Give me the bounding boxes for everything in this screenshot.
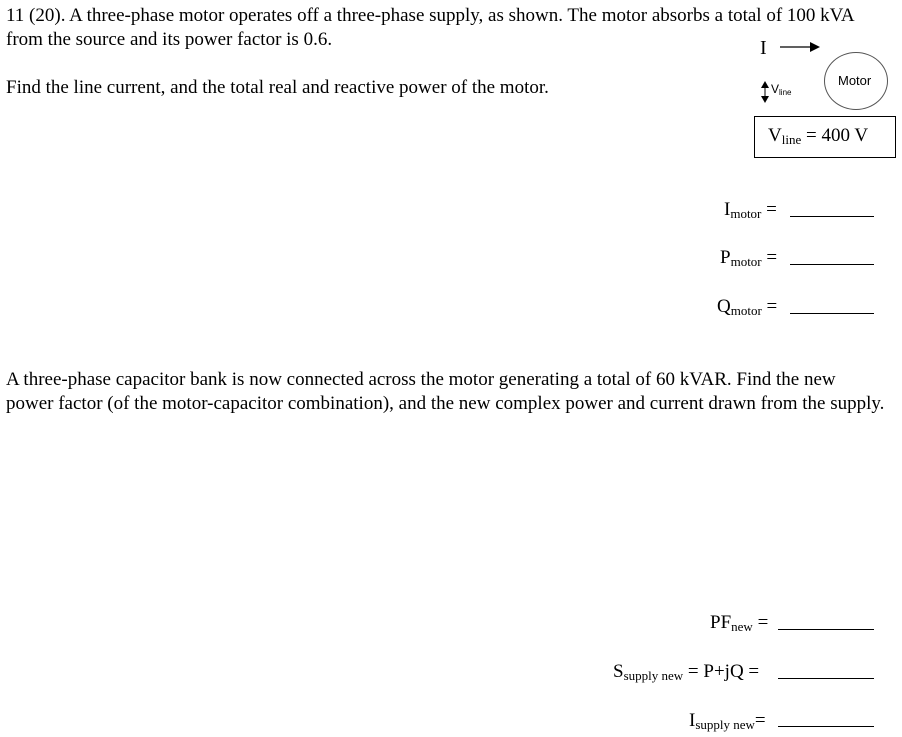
given-vline (768, 124, 868, 152)
voltage-arrow-icon (760, 80, 770, 104)
s-supply-new-blank[interactable] (778, 664, 874, 679)
pf-new-sub: new (731, 619, 753, 634)
motor-label: Motor (838, 73, 872, 88)
pf-new-equation (710, 611, 768, 639)
vline-diagram-sub: line (779, 88, 792, 97)
pf-new-tail: = (752, 612, 769, 633)
given-main: V (768, 125, 782, 146)
q-motor-equation (717, 295, 777, 323)
s-supply-new-main: S (613, 661, 624, 682)
vline-diagram-main: V (771, 82, 780, 96)
i-motor-equation (724, 198, 777, 226)
p-motor-blank[interactable] (790, 250, 874, 265)
given-rest: = 400 V (801, 125, 869, 146)
q-motor-main: Q (717, 296, 731, 317)
question-part-2: A three-phase capacitor bank is now connected across the motor generating a total of 60 kVAR. Find the new power factor (of the motor-capacitor combination), and the new complex power and current drawn from the supply. (6, 369, 885, 414)
p-motor-tail: = (761, 247, 778, 268)
current-arrow-icon (778, 40, 822, 54)
pf-new-main: PF (710, 612, 732, 633)
p-motor-main: P (720, 247, 731, 268)
q-motor-tail: = (761, 296, 778, 317)
current-label: I (760, 37, 767, 59)
i-supply-new-sub: supply new (695, 717, 755, 732)
p-motor-sub: motor (730, 254, 762, 269)
i-motor-sub: motor (730, 206, 762, 221)
i-motor-tail: = (761, 199, 777, 220)
given-sub: line (781, 132, 802, 147)
i-supply-new-blank[interactable] (778, 712, 874, 727)
pf-new-blank[interactable] (778, 615, 874, 630)
i-supply-new-main: I (689, 710, 696, 731)
i-supply-new-tail: = (754, 710, 766, 731)
problem-statement: 11 (20). A three-phase motor operates off a three-phase supply, as shown. The motor absorbs a total of 100 kVA from the source and its power factor is 0.6. (6, 5, 854, 50)
vline-diagram-label (771, 82, 791, 97)
s-supply-new-equation (613, 660, 759, 688)
i-motor-blank[interactable] (790, 202, 874, 217)
question-part-1: Find the line current, and the total real and reactive power of the motor. (6, 77, 549, 98)
i-motor-main: I (724, 199, 731, 220)
s-supply-new-tail: = P+jQ = (683, 661, 760, 682)
s-supply-new-sub: supply new (623, 668, 684, 683)
p-motor-equation (720, 246, 777, 274)
i-supply-new-equation (689, 709, 766, 737)
q-motor-blank[interactable] (790, 299, 874, 314)
q-motor-sub: motor (730, 303, 762, 318)
